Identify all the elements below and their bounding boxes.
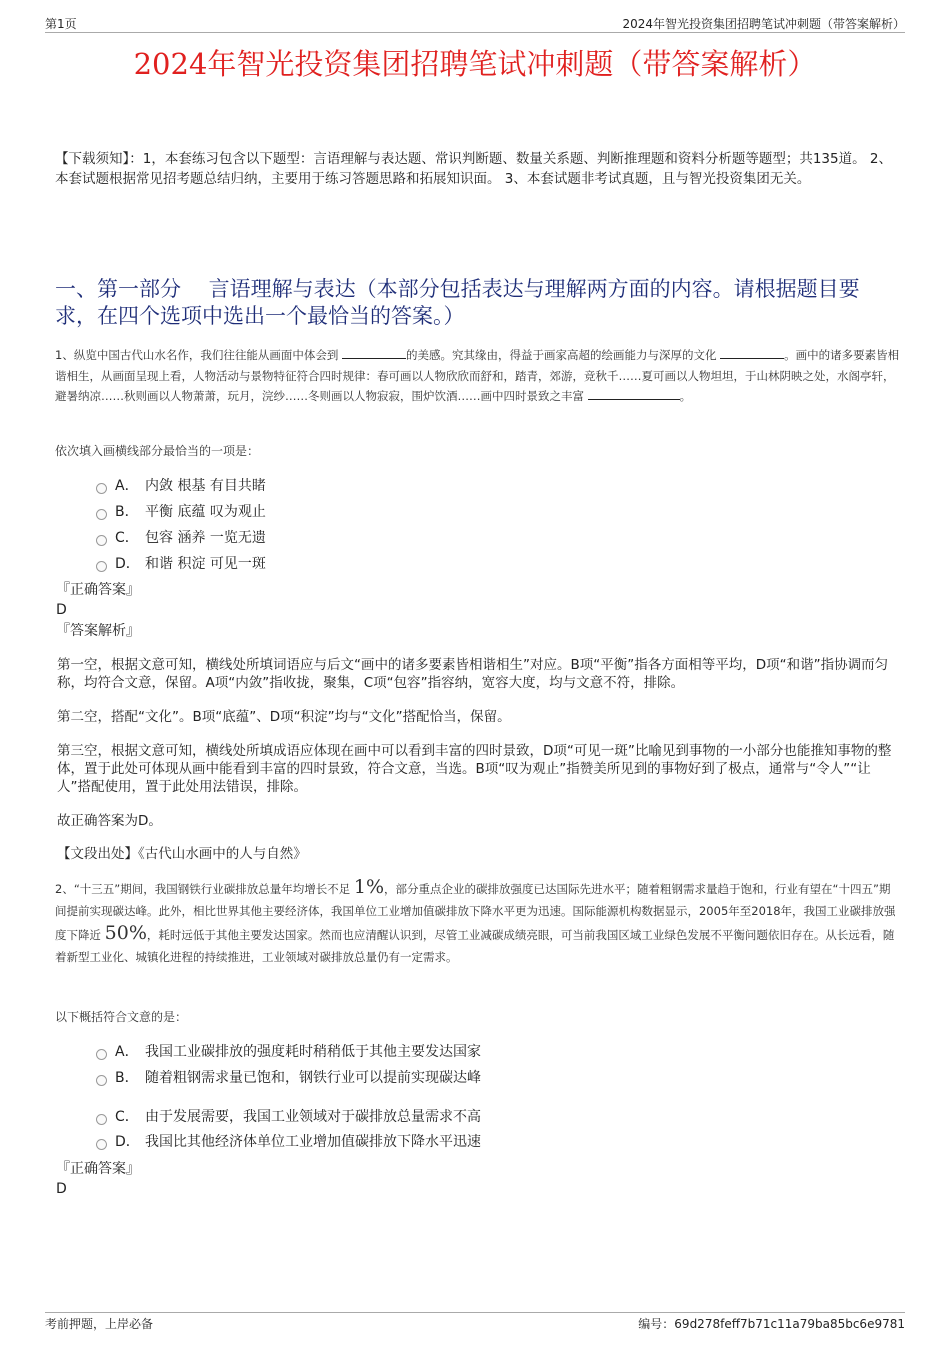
q1-analysis-p2: 第二空，搭配“文化”。B项“底蕴”、D项“积淀”均与“文化”搭配恰当，保留。 xyxy=(57,709,511,725)
q1-text-1: 1、纵览中国古代山水名作，我们往往能从画面中体会到 xyxy=(55,348,342,362)
question-1-text xyxy=(55,345,900,407)
q1-text-2: 的美感。究其缘由，得益于画家高超的绘画能力与深厚的文化 xyxy=(405,348,721,362)
blank-2 xyxy=(720,346,784,359)
q1-analysis-p3: 第三空，根据文意可知，横线处所填成语应体现在画中可以看到丰富的四时景致，D项“可见一斑”比喻见到事物的一小部分也能推知事物的整体，置于此处可体现从画中能看到丰富的四时景致，符合文意，当选。B项“叹为观止”指赞美所见到的事物好到了极点，通常与“令人”“让人”搭配使用，置于此处用法错误，排除。 xyxy=(57,743,892,795)
radio-icon[interactable] xyxy=(96,1114,107,1125)
radio-icon[interactable] xyxy=(96,561,107,572)
radio-icon[interactable] xyxy=(96,1139,107,1150)
q2-option-d[interactable] xyxy=(96,1131,481,1151)
option-key: C． xyxy=(115,530,139,546)
page-number: 第1页 xyxy=(45,17,77,31)
q2-lead: 以下概括符合文意的是： xyxy=(55,1010,188,1024)
option-key: D． xyxy=(115,1134,140,1150)
q1-lead: 依次填入画横线部分最恰当的一项是： xyxy=(55,444,260,458)
radio-icon[interactable] xyxy=(96,509,107,520)
option-key: C． xyxy=(115,1109,139,1125)
option-text: 随着粗钢需求量已饱和，钢铁行业可以提前实现碳达峰 xyxy=(145,1070,481,1086)
q1-option-c[interactable] xyxy=(96,527,266,547)
q2-answer-label: 『正确答案』 xyxy=(56,1161,140,1177)
q2-percent-2: 50% xyxy=(104,922,147,944)
option-text: 平衡 底蕴 叹为观止 xyxy=(145,504,266,520)
q1-analysis-label: 『答案解析』 xyxy=(56,623,140,639)
radio-icon[interactable] xyxy=(96,1075,107,1086)
q1-analysis-p4: 故正确答案为D。 xyxy=(57,813,162,829)
radio-icon[interactable] xyxy=(96,483,107,494)
radio-icon[interactable] xyxy=(96,535,107,546)
q2-text-3: ，耗时远低于其他主要发达国家。然而也应清醒认识到，尽管工业减碳成绩亮眼，可当前我国区域工业绿色发展不平衡问题依旧存在。从长远看，随着新型工业化、城镇化进程的持续推进，工业领域对碳排放总量仍有一定需求。 xyxy=(55,928,895,964)
q2-option-c[interactable] xyxy=(96,1106,481,1126)
option-text: 我国工业碳排放的强度耗时稍稍低于其他主要发达国家 xyxy=(145,1044,481,1060)
option-text: 内敛 根基 有目共睹 xyxy=(145,478,266,494)
header-doc-title: 2024年智光投资集团招聘笔试冲刺题（带答案解析） xyxy=(622,17,905,31)
q2-text-1: 2、“十三五”期间，我国钢铁行业碳排放总量年均增长不足 xyxy=(55,882,354,896)
q1-option-b[interactable] xyxy=(96,501,266,521)
option-key: A． xyxy=(115,478,139,494)
option-key: B． xyxy=(115,1070,139,1086)
footer-slogan: 考前押题，上岸必备 xyxy=(45,1317,154,1331)
q1-text-4: 。 xyxy=(679,389,692,403)
page-title: 2024年智光投资集团招聘笔试冲刺题（带答案解析） xyxy=(133,47,817,81)
q1-answer-label: 『正确答案』 xyxy=(56,582,140,598)
section-heading: 一、第一部分 言语理解与表达（本部分包括表达与理解两方面的内容。请根据题目要求，在四个选项中选出一个最恰当的答案。） xyxy=(55,277,860,328)
header-divider xyxy=(45,32,905,33)
blank-1 xyxy=(342,346,406,359)
option-text: 由于发展需要，我国工业领域对于碳排放总量需求不高 xyxy=(145,1109,481,1125)
option-key: B． xyxy=(115,504,139,520)
q1-analysis-p1: 第一空，根据文意可知，横线处所填词语应与后文“画中的诸多要素皆相谐相生”对应。B项“平衡”指各方面相等平均，D项“和谐”指协调而匀称，均符合文意，保留。A项“内敛”指收拢，聚集，C项“包容”指容纳，宽容大度，均与文意不符，排除。 xyxy=(57,657,889,691)
blank-3 xyxy=(588,387,680,400)
q1-option-d[interactable] xyxy=(96,553,266,573)
q1-source: 【文段出处】《古代山水画中的人与自然》 xyxy=(57,846,307,862)
q2-option-b[interactable] xyxy=(96,1067,481,1087)
q1-answer: D xyxy=(56,602,67,618)
q2-answer: D xyxy=(56,1181,67,1197)
question-2-text xyxy=(55,876,900,968)
option-text: 和谐 积淀 可见一斑 xyxy=(145,556,266,572)
q1-text-3: 。画中的诸多要素皆相谐相生，从画面呈现上看，人物活动与景物特征符合四时规律：春可画以人物欣欣而舒和，踏青，郊游，竞秋千……夏可画以人物坦坦，于山林阴映之处，水阁亭轩，避暑纳凉……秋则画以人物萧萧，玩月，浣纱……冬则画以人物寂寂，围炉饮酒……画中四时景致之丰富 xyxy=(55,348,900,403)
footer-doc-id: 编号：69d278feff7b71c11a79ba85bc6e9781 xyxy=(638,1317,905,1331)
radio-icon[interactable] xyxy=(96,1049,107,1060)
q2-text-2: ，部分重点企业的碳排放强度已达国际先进水平；随着粗钢需求量趋于饱和，行业有望在“十四五”期间提前实现碳达峰。此外，相比世界其他主要经济体，我国单位工业增加值碳排放下降水平更为迅速。国际能源机构数据显示，2005年至2018年，我国工业碳排放强度下降近 xyxy=(55,882,896,942)
option-text: 包容 涵养 一览无遗 xyxy=(145,530,266,546)
option-key: A． xyxy=(115,1044,139,1060)
option-key: D． xyxy=(115,556,140,572)
q2-option-a[interactable] xyxy=(96,1041,481,1061)
download-notice: 【下载须知】：1，本套练习包含以下题型：言语理解与表达题、常识判断题、数量关系题、判断推理题和资料分析题等题型；共135道。 2、本套试题根据常见招考题总结归纳，主要用于练习答题思路和拓展知识面。 3、本套试题非考试真题，且与智光投资集团无关。 xyxy=(55,151,892,187)
q2-percent-1: 1% xyxy=(353,876,385,898)
q1-option-a[interactable] xyxy=(96,475,266,495)
option-text: 我国比其他经济体单位工业增加值碳排放下降水平迅速 xyxy=(145,1134,481,1150)
footer-divider xyxy=(45,1312,905,1313)
